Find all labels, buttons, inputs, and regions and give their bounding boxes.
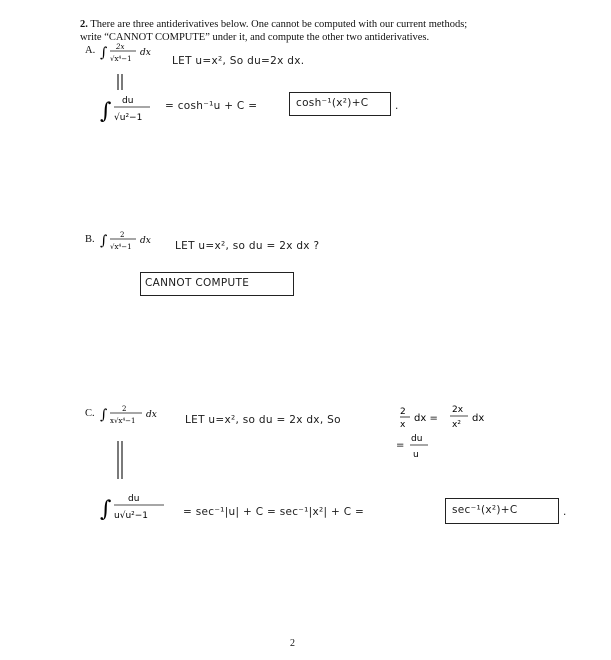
svg-text:=: = [396, 440, 405, 451]
part-c-rewrite [400, 403, 530, 431]
svg-text:dx: dx [472, 413, 485, 424]
part-a-period: . [395, 100, 399, 112]
svg-text:dx: dx [140, 48, 151, 58]
svg-text:u√u²−1: u√u²−1 [114, 511, 149, 521]
svg-text:2x: 2x [116, 43, 125, 51]
part-c-equivalence-arrow [115, 440, 125, 480]
part-b-answer-box [140, 272, 294, 296]
svg-text:√x⁴−1: √x⁴−1 [110, 55, 132, 63]
part-a-answer-box [289, 92, 391, 116]
part-c-period: . [563, 506, 567, 518]
svg-text:2x: 2x [452, 405, 464, 415]
problem-number: 2. [80, 19, 88, 30]
svg-text:2: 2 [122, 405, 127, 413]
part-a-rhs: = cosh⁻¹u + C = [165, 100, 258, 112]
svg-text:x√x⁴−1: x√x⁴−1 [110, 417, 136, 425]
part-c-lhs-integral [100, 490, 175, 526]
svg-text:du: du [128, 494, 140, 504]
part-a-label: A. [85, 45, 96, 56]
svg-text:u: u [413, 450, 419, 460]
svg-text:∫: ∫ [100, 407, 108, 423]
svg-text:∫: ∫ [100, 233, 108, 249]
part-c-answer: sec⁻¹(x²)+C [452, 504, 518, 516]
svg-text:√u²−1: √u²−1 [114, 113, 143, 123]
part-a-substitution: LET u=x², So du=2x dx. [172, 55, 305, 67]
part-c-integral [100, 402, 170, 428]
part-a-lhs-integral [100, 92, 160, 128]
part-a-equivalence-arrow [115, 73, 125, 91]
svg-text:dx =: dx = [414, 413, 438, 424]
problem-text-line2: write “CANNOT COMPUTE” under it, and compute the other two antiderivatives. [80, 32, 430, 43]
page-number: 2 [290, 638, 295, 649]
part-c-rhs: = sec⁻¹|u| + C = sec⁻¹|x²| + C = [183, 506, 365, 518]
svg-text:∫: ∫ [100, 497, 112, 522]
part-c-substitution: LET u=x², so du = 2x dx, So [185, 414, 341, 426]
part-b-label: B. [85, 234, 95, 245]
svg-text:√x⁴−1: √x⁴−1 [110, 243, 132, 251]
svg-text:x: x [400, 420, 406, 430]
part-c-answer-box [445, 498, 559, 524]
part-a-integral [100, 40, 160, 66]
svg-text:dx: dx [140, 236, 151, 246]
problem-text-line1: There are three antiderivatives below. One cannot be computed with our current methods; [90, 19, 468, 30]
svg-text:2: 2 [120, 231, 125, 239]
svg-text:2: 2 [400, 407, 406, 417]
part-b-integral [100, 228, 160, 254]
svg-text:du: du [411, 434, 423, 444]
svg-text:∫: ∫ [100, 45, 108, 61]
part-c-du-over-u [396, 432, 456, 462]
svg-text:dx: dx [146, 410, 157, 420]
part-c-label: C. [85, 408, 95, 419]
problem-statement [80, 18, 467, 31]
svg-text:∫: ∫ [100, 99, 112, 124]
svg-text:du: du [122, 96, 134, 106]
part-b-answer: CANNOT COMPUTE [145, 277, 250, 289]
part-a-answer: cosh⁻¹(x²)+C [296, 97, 369, 109]
part-b-substitution: LET u=x², so du = 2x dx ? [175, 240, 320, 252]
svg-text:x²: x² [452, 420, 461, 430]
